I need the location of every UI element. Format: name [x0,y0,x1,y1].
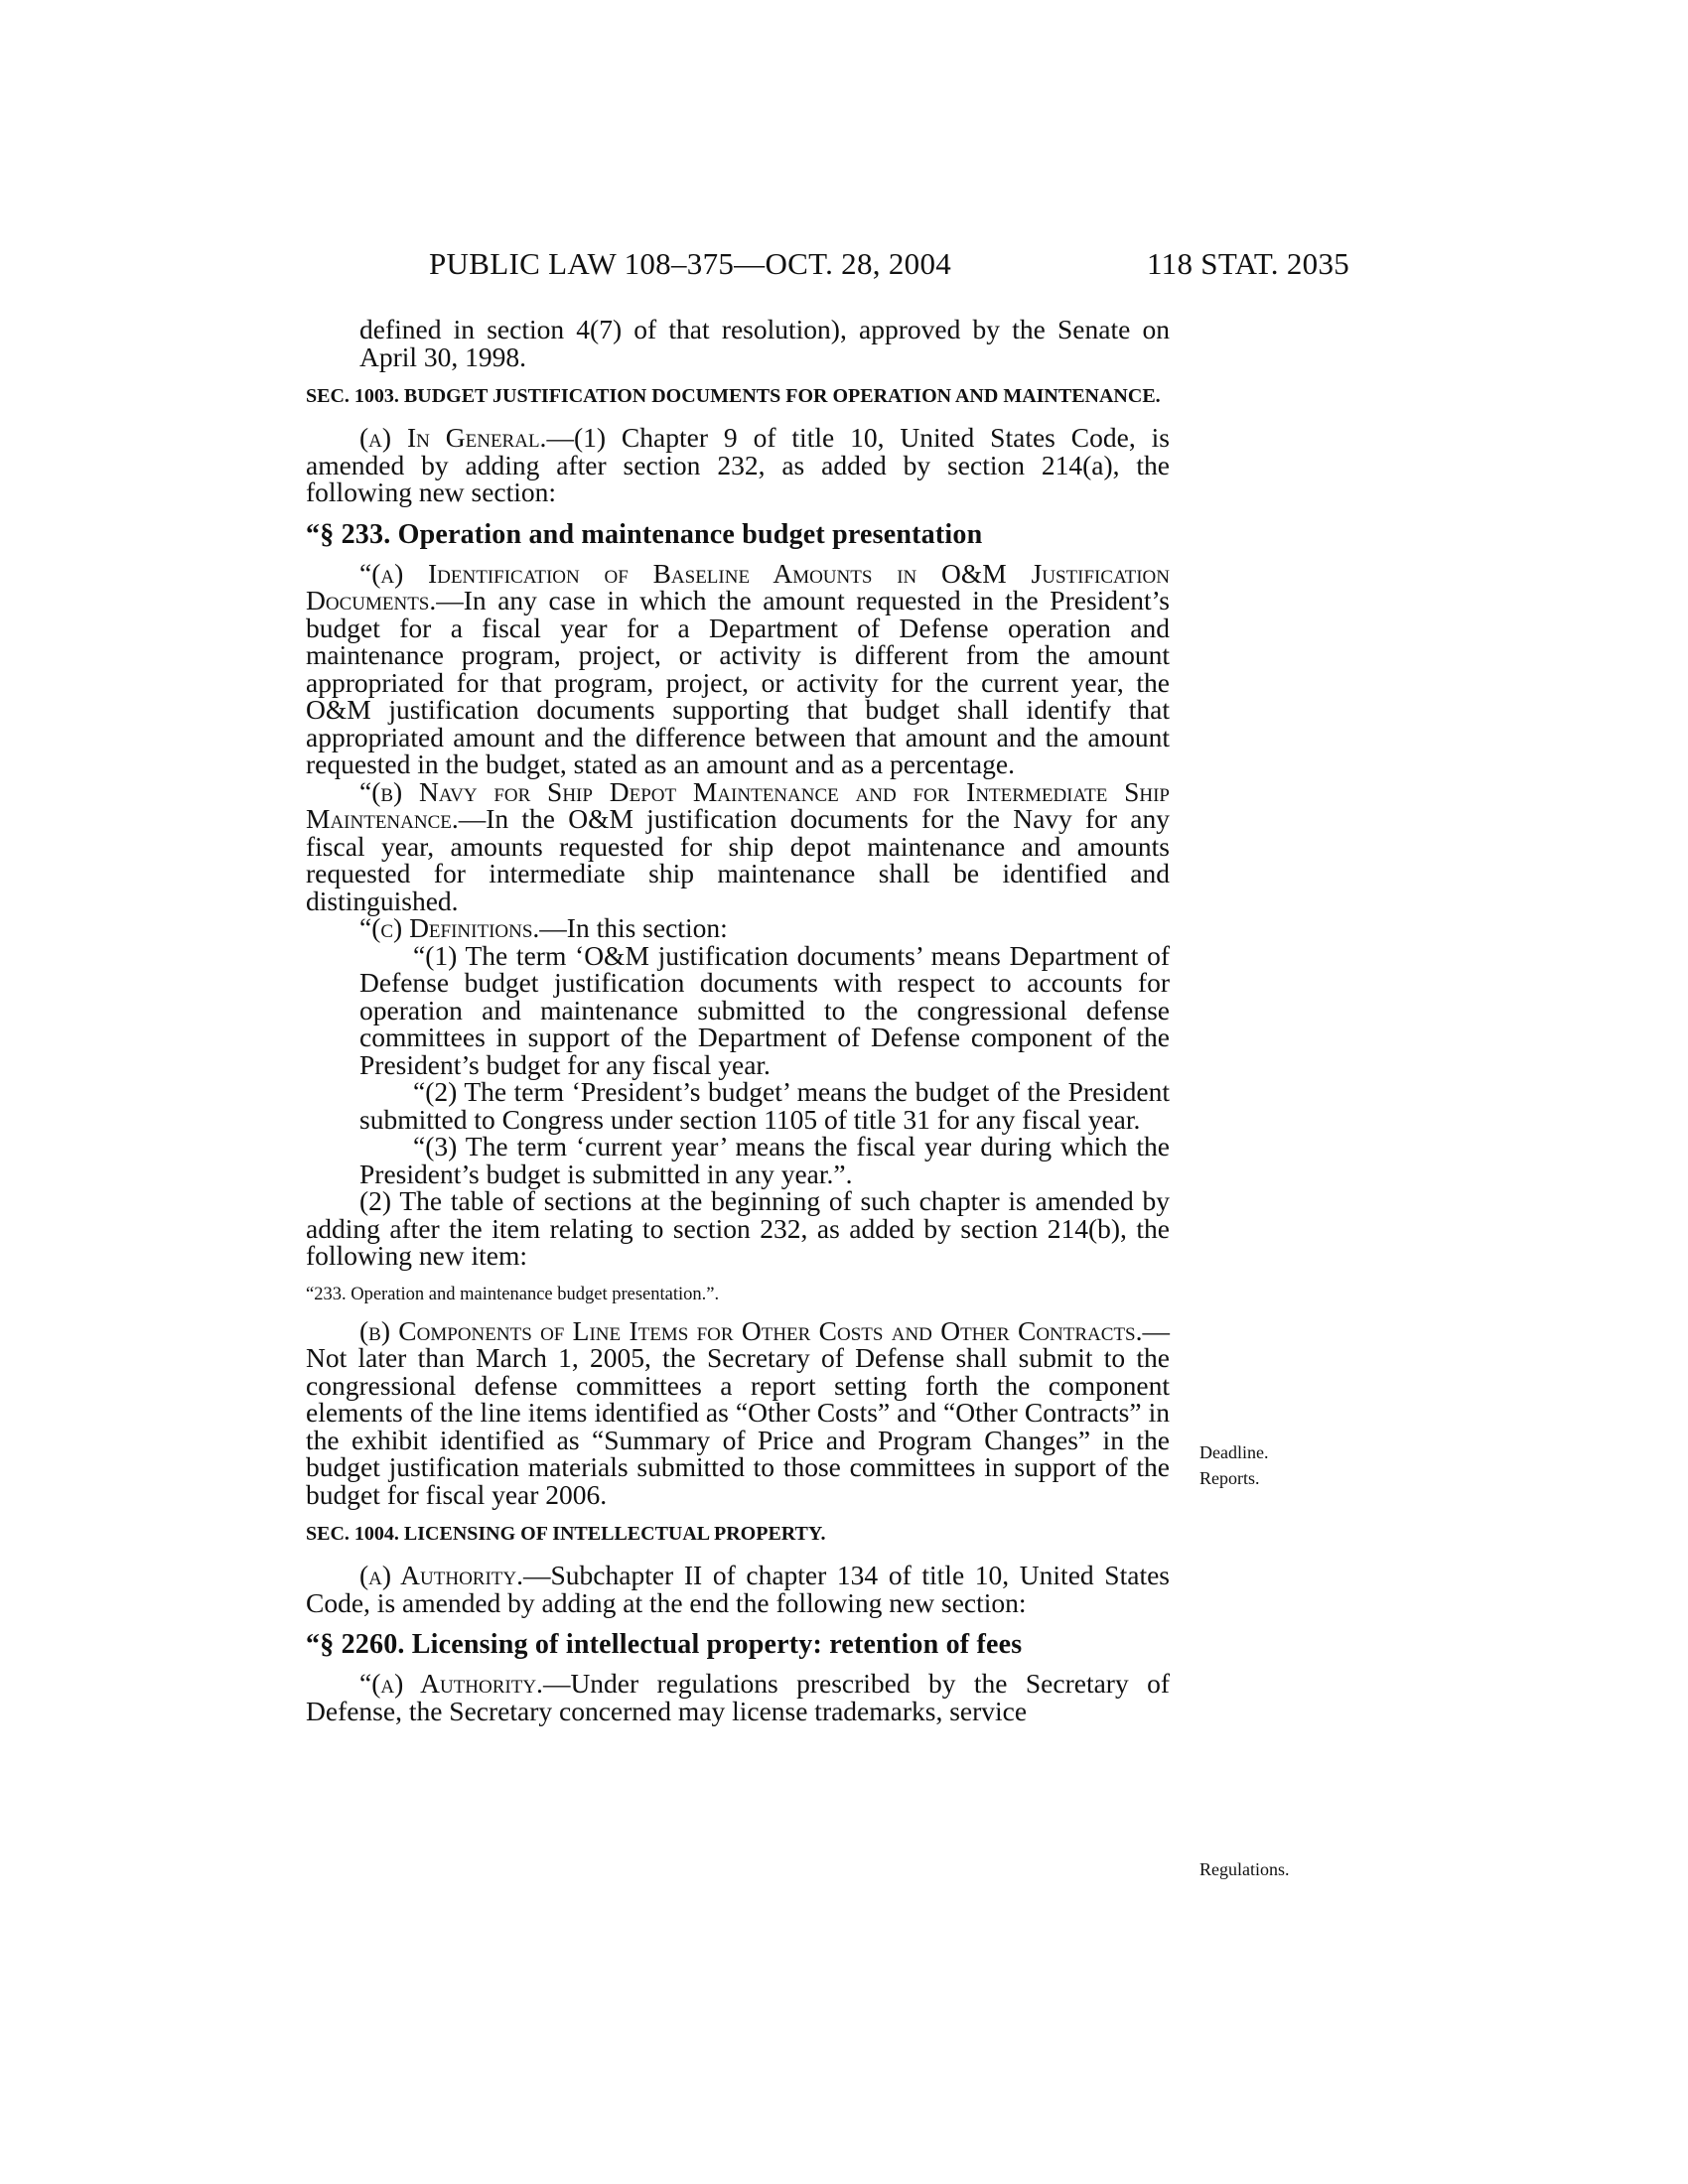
page-header-title: PUBLIC LAW 108–375—OCT. 28, 2004 [429,246,952,281]
paragraph-2260-a-label: “(a) Authority. [359,1668,543,1699]
paragraph-b-text: —Not later than March 1, 2005, the Secretary of Defense shall submit to the congressional defense committees a report setting forth the component elements of the line items identified as “Other Costs” and “Other Contracts” in the exhibit identified as “Summary of Price and Program Changes” in the budget justification materials submitted to those committees in support of the budget for fiscal year 2006. [306,1314,1170,1510]
page-header-stat: 118 STAT. 2035 [1147,246,1350,281]
paragraph-233-c [306,914,1170,942]
paragraph-b-components [306,1314,1170,1510]
paragraph-233-b-label: “(b) Navy for Ship Depot Maintenance and for Intermediate Ship Maintenance. [306,775,1171,834]
paragraph-1004-a-text: —Subchapter II of chapter 134 of title 10, United States Code, is amended by adding at the end the following new section: [306,1560,1170,1618]
section-233-title: “§ 233. Operation and maintenance budget presentation [306,518,983,550]
section-2260-title: “§ 2260. Licensing of intellectual property: retention of fees [306,1629,1023,1660]
margin-note-reports: Reports. [1199,1468,1260,1488]
section-1004-heading: SEC. 1004. LICENSING OF INTELLECTUAL PROPERTY. [306,1523,826,1545]
paragraph-233-b [306,775,1171,916]
section-1003-heading: SEC. 1003. BUDGET JUSTIFICATION DOCUMENTS FOR OPERATION AND MAINTENANCE. [306,385,1161,407]
paragraph-continuation: defined in section 4(7) of that resolution), approved by the Senate on April 30, 1998. [359,314,1170,372]
paragraph-2260-a-text: —Under regulations prescribed by the Secretary of Defense, the Secretary concerned may license trademarks, service [306,1668,1170,1726]
definition-3: “(3) The term ‘current year’ means the fiscal year during which the President’s budget is submitted in any year.”. [359,1131,1170,1189]
paragraph-233-c-label: “(c) Definitions. [359,912,540,943]
paragraph-a-label: (a) In General. [359,422,547,453]
paragraph-a-general [306,424,1170,506]
margin-note-regulations: Regulations. [1199,1859,1290,1879]
definition-2: “(2) The term ‘President’s budget’ means the budget of the President submitted to Congress under section 1105 of title 31 for any fiscal year. [359,1076,1170,1135]
paragraph-233-a-text: —In any case in which the amount requested in the President’s budget for a fiscal year for a Department of Defense operation and maintenance program, project, or activity is different from the amount appropriated for that program, project, or activity for the current year, the O&M justification documents supporting that budget shall identify that appropriated amount and the difference between that amount and the amount requested in the budget, stated as an amount and as a percentage. [306,585,1170,779]
margin-note-deadline: Deadline. [1199,1442,1269,1462]
paragraph-b-label: (b) Components of Line Items for Other Costs and Other Contracts. [359,1314,1143,1346]
document-body [306,316,1170,1724]
paragraph-2260-a [306,1670,1170,1724]
paragraph-a-text: —(1) Chapter 9 of title 10, United States Code, is amended by adding after section 232, as added by section 214(a), the following new section: [306,422,1170,507]
paragraph-233-c-text: —In this section: [539,912,728,943]
paragraph-233-a [306,557,1170,779]
table-of-sections-item: “233. Operation and maintenance budget presentation.”. [306,1284,720,1304]
paragraph-1004-a-label: (a) Authority. [359,1560,523,1590]
paragraph-1004-a [306,1562,1170,1616]
paragraph-a-2: (2) The table of sections at the beginning of such chapter is amended by adding after the item relating to section 232, as added by section 214(b), the following new item: [306,1185,1170,1271]
paragraph-233-a-label: “(a) Identification of Baseline Amounts in O&M Justification Documents. [306,557,1170,615]
definition-1: “(1) The term ‘O&M justification documents’ means Department of Defense budget justification documents with respect to accounts for operation and maintenance submitted to the congressional defense committees in support of the Department of Defense component of the President’s budget for any fiscal year. [359,939,1170,1080]
paragraph-233-b-text: —In the O&M justification documents for the Navy for any fiscal year, amounts requested for ship depot maintenance and amounts requested for intermediate ship maintenance shall be identified and distinguished. [306,803,1170,916]
